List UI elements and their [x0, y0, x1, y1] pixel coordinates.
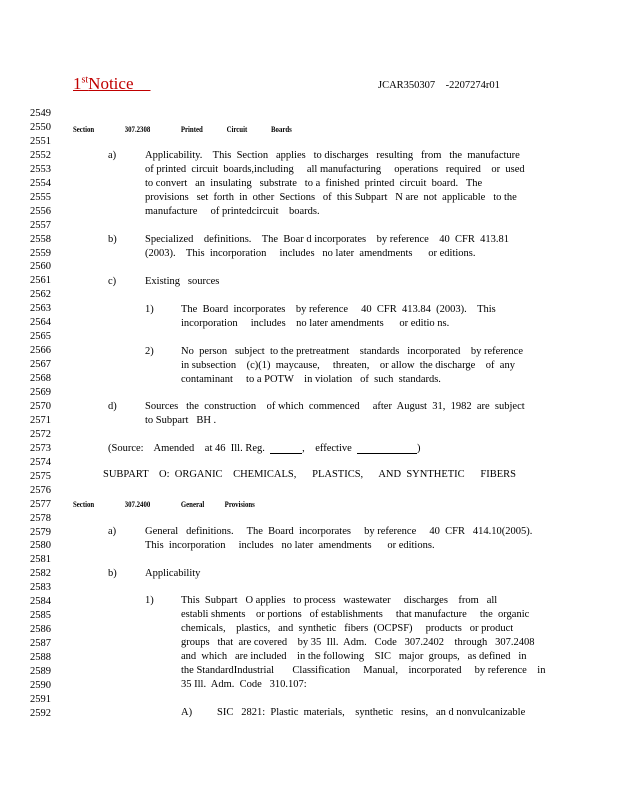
- paragraph-line: Sources the construction of which commenced after August 31, 1982 are subject: [145, 401, 525, 412]
- line-number: 2563: [30, 303, 51, 315]
- line-number: 2592: [30, 707, 51, 719]
- line-number: 2562: [30, 289, 51, 301]
- line-number: 2555: [30, 191, 51, 203]
- section-title-word: Circuit: [226, 125, 248, 134]
- subsection-label: b): [108, 234, 117, 245]
- paragraph-line: establi shments or portions of establishments that manufacture the organic: [181, 609, 530, 620]
- source-text: (Source: Amended at 46 Ill. Reg.: [108, 443, 265, 454]
- paragraph-line: groups that are covered by 35 Ill. Adm. Code 307.2402 through 307.2408: [181, 637, 535, 648]
- section-word: Section: [73, 125, 95, 134]
- source-note: [108, 443, 421, 454]
- line-number: 2558: [30, 233, 51, 245]
- notice-superscript: st: [81, 74, 89, 86]
- notice-label: [73, 74, 151, 94]
- line-number: 2573: [30, 442, 51, 454]
- line-number: 2551: [30, 135, 51, 147]
- line-number: 2550: [30, 121, 51, 133]
- line-number: 2552: [30, 149, 51, 161]
- line-number: 2571: [30, 414, 51, 426]
- line-number: 2567: [30, 359, 51, 371]
- paragraph-line: contaminant to a POTW in violation of such standards.: [181, 374, 441, 385]
- paragraph-line: General definitions. The Board incorporates by reference 40 CFR 414.10(2005).: [145, 526, 533, 537]
- subsection-label: c): [108, 276, 117, 287]
- section-2400-heading: [73, 500, 255, 509]
- line-number: 2557: [30, 219, 51, 231]
- line-number: 2564: [30, 317, 51, 329]
- paragraph-line: incorporation includes no later amendments or editio ns.: [181, 318, 450, 329]
- line-number: 2584: [30, 596, 51, 608]
- line-number: 2554: [30, 177, 51, 189]
- paragraph-line: This incorporation includes no later amendments or editions.: [145, 540, 435, 551]
- paragraph-line: This Subpart O applies to process wastewater discharges from all: [181, 595, 498, 606]
- section-title-word: Printed: [180, 125, 203, 134]
- line-number: 2574: [30, 456, 51, 468]
- line-number: 2578: [30, 512, 51, 524]
- line-number: 2570: [30, 400, 51, 412]
- subsection-label: b): [108, 568, 117, 579]
- paragraph-line: to convert an insulating substrate to a finished printed circuit board. The: [145, 178, 483, 189]
- line-number: 2569: [30, 387, 51, 398]
- section-title-word: General: [180, 500, 205, 509]
- paragraph-line: provisions set forth in other Sections of this Subpart N are not applicable to the: [145, 192, 517, 203]
- line-number: 2556: [30, 205, 51, 217]
- line-number: 2561: [30, 275, 51, 287]
- line-number: 2577: [30, 498, 51, 510]
- subsection-label: d): [108, 401, 117, 412]
- document-id: JCAR350307 -2207274r01: [378, 80, 500, 91]
- paragraph-line: SIC 2821: Plastic materials, synthetic resins, an d nonvulcanizable: [217, 707, 526, 718]
- line-number: 2583: [30, 582, 51, 594]
- paragraph-line: chemicals, plastics, and synthetic fibers (OCPSF) products or product: [181, 623, 514, 634]
- line-number: 2591: [30, 693, 51, 705]
- paragraph-line: of printed circuit boards,including all manufacturing operations required or used: [145, 164, 525, 175]
- line-number: 2585: [30, 610, 51, 622]
- line-number: 2576: [30, 484, 51, 496]
- paragraph-line: Specialized definitions. The Boar d incorporates by reference 40 CFR 413.81: [145, 234, 510, 245]
- line-number: 2581: [30, 554, 51, 566]
- paragraph-line: manufacture of printedcircuit boards.: [145, 206, 320, 217]
- notice-word: Notice: [88, 74, 134, 93]
- subsection-label: 1): [145, 304, 154, 315]
- section-title-word: Provisions: [224, 500, 255, 509]
- subpart-heading: SUBPART O: ORGANIC CHEMICALS, PLASTICS, AND SYNTHETIC FIBERS: [103, 469, 517, 480]
- line-number: 2582: [30, 568, 51, 580]
- subsection-label: A): [181, 707, 193, 718]
- paragraph-line: Applicability. This Section applies to discharges resulting from the manufacture: [145, 150, 520, 161]
- line-number: 2589: [30, 666, 51, 677]
- paragraph-line: The Board incorporates by reference 40 CFR 413.84 (2003). This: [181, 304, 496, 315]
- line-number: 2559: [30, 247, 51, 259]
- line-number: 2588: [30, 652, 51, 664]
- paragraph-line: and which are included in the following SIC major groups, as defined in: [181, 651, 527, 662]
- line-number: 2568: [30, 373, 51, 385]
- line-number: 2549: [30, 108, 51, 119]
- line-number: 2553: [30, 163, 51, 175]
- subsection-label: 2): [145, 346, 154, 357]
- subsection-label: a): [108, 150, 117, 161]
- line-number: 2566: [30, 345, 51, 357]
- blank-date-underline: [357, 443, 417, 454]
- subsection-label: a): [108, 526, 117, 537]
- section-word: Section: [73, 500, 95, 509]
- paragraph-line: 35 Ill. Adm. Code 310.107:: [181, 679, 307, 690]
- line-number: 2590: [30, 679, 51, 691]
- section-number: 307.2400: [124, 500, 151, 509]
- line-number: 2572: [30, 428, 51, 440]
- line-number: 2579: [30, 526, 51, 538]
- notice-number: 1: [73, 74, 82, 93]
- line-number: 2565: [30, 331, 51, 343]
- paragraph-line: in subsection (c)(1) maycause, threaten, or allow the discharge of any: [181, 360, 515, 371]
- blank-issue-underline: [270, 443, 302, 454]
- section-title-word: Boards: [271, 125, 292, 134]
- source-text: , effective: [302, 443, 352, 454]
- paragraph-line: Applicability: [145, 568, 201, 579]
- line-number: 2580: [30, 540, 51, 552]
- paragraph-line: (2003). This incorporation includes no later amendments or editions.: [145, 248, 476, 259]
- paragraph-line: to Subpart BH .: [145, 415, 217, 426]
- paragraph-line: the StandardIndustrial Classification Manual, incorporated by reference in: [181, 665, 546, 676]
- section-number: 307.2308: [124, 125, 151, 134]
- line-number: 2560: [30, 261, 51, 273]
- line-number: 2575: [30, 470, 51, 482]
- paragraph-line: No person subject to the pretreatment standards incorporated by reference: [181, 346, 523, 357]
- paragraph-line: Existing sources: [145, 276, 220, 287]
- section-2308-heading: [73, 125, 292, 134]
- source-text: ): [417, 443, 421, 454]
- subsection-label: 1): [145, 595, 154, 606]
- line-number: 2587: [30, 638, 51, 650]
- line-number: 2586: [30, 624, 51, 636]
